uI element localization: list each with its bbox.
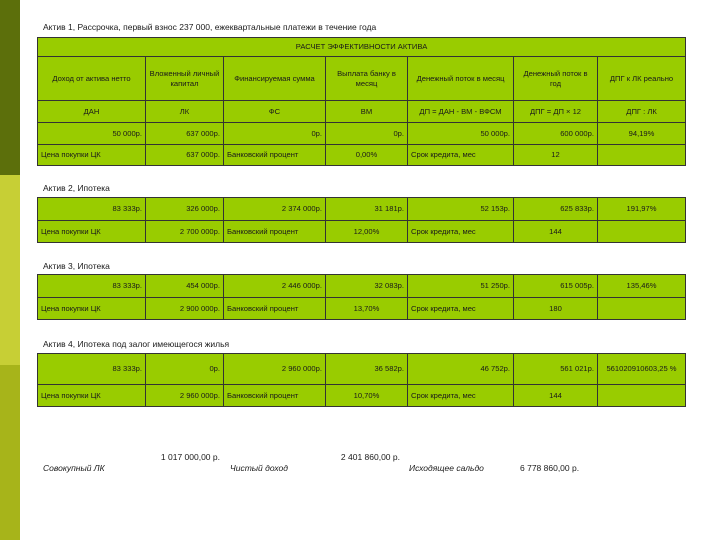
value-cell: 31 181р.	[326, 198, 408, 221]
value-cell: 2 446 000р.	[224, 275, 326, 298]
value-cell: 135,46%	[598, 275, 686, 298]
value-cell: 0р.	[146, 354, 224, 385]
purchase-price: 2 960 000р.	[146, 385, 224, 407]
info-label: Срок кредита, мес	[408, 221, 514, 243]
column-header: Денежный поток в месяц	[408, 57, 514, 101]
column-code: ЛК	[146, 101, 224, 123]
column-code: ДПГ : ЛК	[598, 101, 686, 123]
asset1-table	[37, 37, 686, 166]
value-cell: 454 000р.	[146, 275, 224, 298]
value-cell: 83 333р.	[38, 354, 146, 385]
column-header: Доход от актива нетто	[38, 57, 146, 101]
sidebar-band-mid	[0, 365, 20, 540]
bank-rate: 13,70%	[326, 298, 408, 320]
sidebar-decoration	[0, 0, 20, 540]
info-label: Цена покупки ЦК	[38, 298, 146, 320]
column-header: Денежный поток в год	[514, 57, 598, 101]
empty-cell	[598, 221, 686, 243]
info-label: Цена покупки ЦК	[38, 145, 146, 166]
info-label: Банковский процент	[224, 221, 326, 243]
sidebar-band-dark	[0, 0, 20, 175]
asset2-table	[37, 197, 686, 243]
efficiency-table-header: РАСЧЕТ ЭФФЕКТИВНОСТИ АКТИВА	[38, 38, 686, 57]
loan-term: 144	[514, 385, 598, 407]
bank-rate: 12,00%	[326, 221, 408, 243]
value-cell: 32 083р.	[326, 275, 408, 298]
column-code: ФС	[224, 101, 326, 123]
value-cell: 637 000р.	[146, 123, 224, 145]
column-header: Вложенный личный капитал	[146, 57, 224, 101]
value-cell: 52 153р.	[408, 198, 514, 221]
value-cell: 50 000р.	[38, 123, 146, 145]
column-code: ДАН	[38, 101, 146, 123]
loan-term: 180	[514, 298, 598, 320]
asset3-title: Актив 3, Ипотека	[43, 261, 110, 271]
asset1-title: Актив 1, Рассрочка, первый взнос 237 000, ежеквартальные платежи в течение года	[43, 22, 377, 32]
total-lk-label: Совокупный ЛК	[43, 463, 105, 473]
info-label: Срок кредита, мес	[408, 298, 514, 320]
info-label: Цена покупки ЦК	[38, 385, 146, 407]
asset2-title: Актив 2, Ипотека	[43, 183, 110, 193]
value-cell: 0р.	[224, 123, 326, 145]
info-label: Срок кредита, мес	[408, 145, 514, 166]
value-cell: 83 333р.	[38, 198, 146, 221]
value-cell: 51 250р.	[408, 275, 514, 298]
bank-rate: 10,70%	[326, 385, 408, 407]
column-code: ВМ	[326, 101, 408, 123]
info-label: Банковский процент	[224, 298, 326, 320]
info-label: Срок кредита, мес	[408, 385, 514, 407]
asset4-title: Актив 4, Ипотека под залог имеющегося жилья	[43, 339, 230, 349]
purchase-price: 2 700 000р.	[146, 221, 224, 243]
column-header: Выплата банку в месяц	[326, 57, 408, 101]
empty-cell	[598, 298, 686, 320]
column-code: ДПГ = ДП × 12	[514, 101, 598, 123]
value-cell: 0р.	[326, 123, 408, 145]
asset4-table	[37, 353, 686, 407]
value-cell: 83 333р.	[38, 275, 146, 298]
info-label: Банковский процент	[224, 385, 326, 407]
value-cell: 46 752р.	[408, 354, 514, 385]
value-cell: 2 374 000р.	[224, 198, 326, 221]
total-lk-value: 1 017 000,00 р.	[160, 452, 220, 462]
value-cell: 561020910603,25 %	[598, 354, 686, 385]
value-cell: 94,19%	[598, 123, 686, 145]
value-cell: 625 833р.	[514, 198, 598, 221]
empty-cell	[598, 145, 686, 166]
purchase-price: 2 900 000р.	[146, 298, 224, 320]
value-cell: 615 005р.	[514, 275, 598, 298]
value-cell: 600 000р.	[514, 123, 598, 145]
value-cell: 50 000р.	[408, 123, 514, 145]
empty-cell	[598, 385, 686, 407]
info-label: Цена покупки ЦК	[38, 221, 146, 243]
sidebar-band-light	[0, 175, 20, 365]
bank-rate: 0,00%	[326, 145, 408, 166]
loan-term: 144	[514, 221, 598, 243]
net-income-label: Чистый доход	[230, 463, 288, 473]
value-cell: 36 582р.	[326, 354, 408, 385]
value-cell: 2 960 000р.	[224, 354, 326, 385]
outgoing-balance-label: Исходящее сальдо	[409, 463, 484, 473]
loan-term: 12	[514, 145, 598, 166]
value-cell: 561 021р.	[514, 354, 598, 385]
net-income-value: 2 401 860,00 р.	[340, 452, 400, 462]
asset3-table	[37, 274, 686, 320]
purchase-price: 637 000р.	[146, 145, 224, 166]
column-header: ДПГ к ЛК реально	[598, 57, 686, 101]
column-header: Финансируемая сумма	[224, 57, 326, 101]
column-code: ДП = ДАН - ВМ - ВФСМ	[408, 101, 514, 123]
value-cell: 326 000р.	[146, 198, 224, 221]
outgoing-balance-value: 6 778 860,00 р.	[520, 463, 580, 473]
value-cell: 191,97%	[598, 198, 686, 221]
info-label: Банковский процент	[224, 145, 326, 166]
